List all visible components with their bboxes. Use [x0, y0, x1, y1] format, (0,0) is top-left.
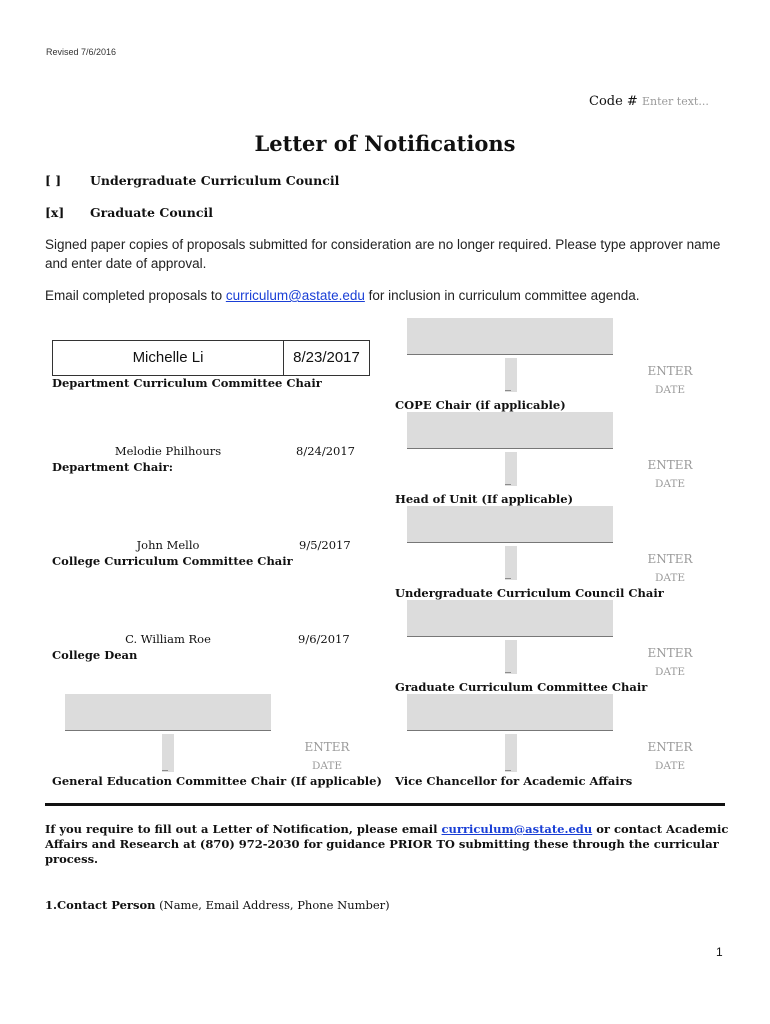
enter-date-line2: DATE — [654, 666, 686, 678]
page-title: Letter of Notifications — [254, 131, 516, 156]
enter-date-field[interactable] — [301, 738, 353, 776]
name-input-empty[interactable] — [407, 694, 613, 730]
page-number: 1 — [716, 945, 723, 959]
revised-date: Revised 7/6/2016 — [46, 47, 117, 57]
name-input-empty[interactable] — [407, 412, 613, 448]
enter-date-line2: DATE — [654, 384, 686, 396]
signer-date-field[interactable]: 9/6/2017 — [298, 632, 350, 646]
enter-date-field[interactable] — [644, 456, 696, 494]
role-label: COPE Chair (if applicable) — [395, 398, 566, 412]
contact-person-field — [45, 898, 390, 912]
enter-date-line2: DATE — [311, 760, 343, 772]
council-label-undergraduate: Undergraduate Curriculum Council — [90, 173, 340, 188]
underscore-text: _ — [505, 757, 511, 771]
enter-date-field[interactable] — [644, 362, 696, 400]
footer-email-link[interactable]: curriculum@astate.edu — [441, 822, 593, 836]
signature-line — [407, 730, 613, 731]
signature-table-dept-curriculum — [52, 340, 370, 376]
enter-date-line1: ENTER — [647, 740, 693, 754]
name-input-empty[interactable] — [65, 694, 271, 730]
signature-line — [407, 448, 613, 449]
role-label: College Curriculum Committee Chair — [52, 554, 293, 568]
underscore-text: _ — [505, 471, 511, 485]
signer-name-field[interactable]: John Mello — [136, 538, 200, 552]
contact-person-label: 1.Contact Person — [45, 898, 156, 912]
name-input-empty[interactable] — [407, 318, 613, 354]
role-label: Head of Unit (If applicable) — [395, 492, 574, 506]
signature-line — [407, 636, 613, 637]
underscore-text: _ — [162, 757, 168, 771]
signature-line — [407, 354, 613, 355]
signer-date-field[interactable]: 9/5/2017 — [299, 538, 351, 552]
footer-note — [45, 822, 735, 867]
enter-date-line1: ENTER — [647, 364, 693, 378]
role-label: Undergraduate Curriculum Council Chair — [395, 586, 664, 600]
council-option-undergraduate[interactable] — [45, 173, 339, 188]
code-field — [589, 94, 709, 109]
enter-date-field[interactable] — [644, 644, 696, 682]
role-label: General Education Committee Chair (If applicable) — [52, 774, 382, 788]
instructions-paragraph: Signed paper copies of proposals submitted for consideration are no longer required. Please type approver name and enter date of approval. — [45, 237, 721, 271]
underscore-text: _ — [505, 565, 511, 579]
council-option-graduate[interactable] — [45, 205, 213, 220]
contact-person-hint: (Name, Email Address, Phone Number) — [155, 898, 390, 912]
role-label: Vice Chancellor for Academic Affairs — [395, 774, 633, 788]
enter-date-field[interactable] — [644, 738, 696, 776]
signer-name-field[interactable]: C. William Roe — [125, 632, 211, 646]
underscore-text: _ — [505, 659, 511, 673]
email-instructions — [45, 286, 725, 305]
checkbox-undergraduate[interactable]: [ ] — [45, 173, 62, 188]
enter-date-line2: DATE — [654, 478, 686, 490]
footer-note-pre: If you require to fill out a Letter of Notification, please email — [45, 822, 442, 836]
signer-date-field[interactable]: 8/24/2017 — [296, 444, 355, 458]
enter-date-line1: ENTER — [647, 458, 693, 472]
code-input[interactable]: Enter text... — [641, 95, 709, 108]
enter-date-field[interactable] — [644, 550, 696, 588]
signer-name-field[interactable]: Melodie Philhours — [114, 444, 222, 458]
checkbox-graduate[interactable]: [x] — [45, 205, 65, 220]
enter-date-line2: DATE — [654, 760, 686, 772]
email-link[interactable]: curriculum@astate.edu — [225, 288, 365, 303]
underscore-text: _ — [505, 377, 511, 391]
email-instructions-post: for inclusion in curriculum committee agenda. — [364, 288, 640, 303]
council-label-graduate: Graduate Council — [90, 205, 213, 220]
email-instructions-pre: Email completed proposals to — [45, 288, 226, 303]
signature-line — [65, 730, 271, 731]
role-label: Department Chair: — [52, 460, 173, 474]
enter-date-line1: ENTER — [647, 552, 693, 566]
signature-line — [407, 542, 613, 543]
footer-note-post: or contact Academic Affairs and Research at (870) 972-2030 for guidance PRIOR TO submitting these through the curricular process. — [45, 822, 729, 866]
signer-date-field[interactable]: 8/23/2017 — [293, 349, 360, 366]
name-input-empty[interactable] — [407, 506, 613, 542]
signer-name-field[interactable]: Michelle Li — [53, 341, 284, 375]
enter-date-line1: ENTER — [647, 646, 693, 660]
role-label: College Dean — [52, 648, 138, 662]
code-label: Code # — [589, 94, 638, 109]
name-input-empty[interactable] — [407, 600, 613, 636]
role-label: Department Curriculum Committee Chair — [52, 376, 322, 390]
role-label: Graduate Curriculum Committee Chair — [395, 680, 648, 694]
enter-date-line2: DATE — [654, 572, 686, 584]
section-divider — [45, 803, 725, 806]
enter-date-line1: ENTER — [304, 740, 350, 754]
